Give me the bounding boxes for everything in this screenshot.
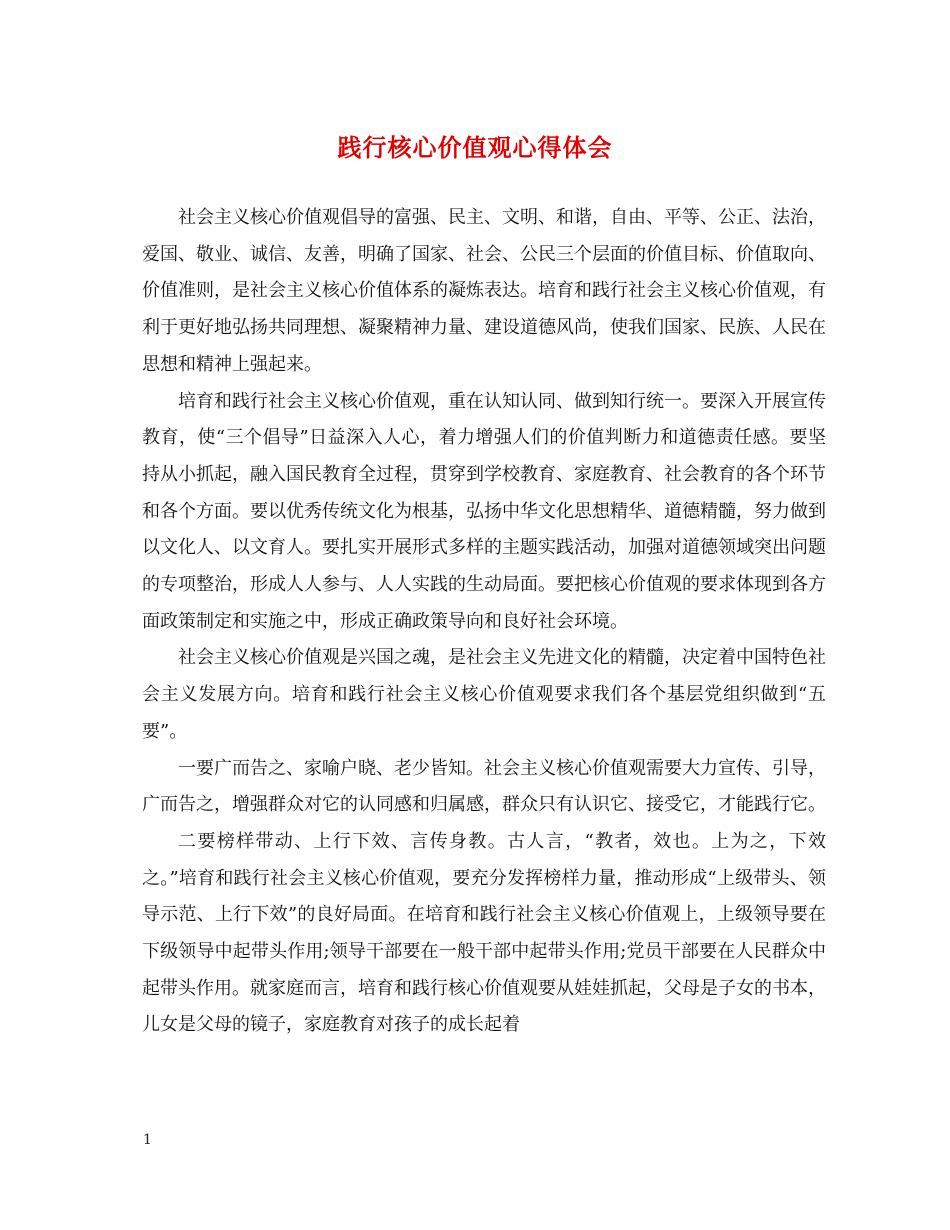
paragraph-4: 一要广而告之、家喻户晓、老少皆知。社会主义核心价值观需要大力宣传、引导，广而告之，增强群众对它的认同感和归属感，群众只有认识它、接受它，才能践行它。	[142, 757, 826, 816]
page-number: 1	[143, 1132, 152, 1148]
paragraph-2: 培育和践行社会主义核心价值观，重在认知认同、做到知行统一。要深入开展宣传教育，使“三个倡导”日益深入人心，着力增强人们的价值判断力和道德责任感。要坚持从小抓起，融入国民教育全过程，贯穿到学校教育、家庭教育、社会教育的各个环节和各个方面。要以优秀传统文化为根基，弘扬中华文化思想精华、道德精髓，努力做到以文化人、以文育人。要扎实开展形式多样的主题实践活动，加强对道德领域突出问题的专项整治，形成人人参与、人人实践的生动局面。要把核心价值观的要求体现到各方面政策制定和实施之中，形成正确政策导向和良好社会环境。	[142, 390, 826, 632]
document-title: 践行核心价值观心得体会	[337, 133, 613, 162]
paragraph-3: 社会主义核心价值观是兴国之魂，是社会主义先进文化的精髓，决定着中国特色社会主义发展方向。培育和践行社会主义核心价值观要求我们各个基层党组织做到“五要”。	[142, 647, 826, 742]
paragraph-5: 二要榜样带动、上行下效、言传身教。古人言，“教者，效也。上为之，下效之。”培育和践行社会主义核心价值观，要充分发挥榜样力量，推动形成“上级带头、领导示范、上行下效”的良好局面。在培育和践行社会主义核心价值观上，上级领导要在下级领导中起带头作用;领导干部要在一般干部中起带头作用;党员干部要在人民群众中起带头作用。就家庭而言，培育和践行核心价值观要从娃娃抓起，父母是子女的书本，儿女是父母的镜子，家庭教育对孩子的成长起着	[142, 830, 826, 1036]
paragraph-1: 社会主义核心价值观倡导的富强、民主、文明、和谐，自由、平等、公正、法治，爱国、敬业、诚信、友善，明确了国家、社会、公民三个层面的价值目标、价值取向、价值准则，是社会主义核心价值体系的凝炼表达。培育和践行社会主义核心价值观，有利于更好地弘扬共同理想、凝聚精神力量、建设道德风尚，使我们国家、民族、人民在思想和精神上强起来。	[142, 207, 826, 375]
document-body	[142, 200, 826, 1044]
